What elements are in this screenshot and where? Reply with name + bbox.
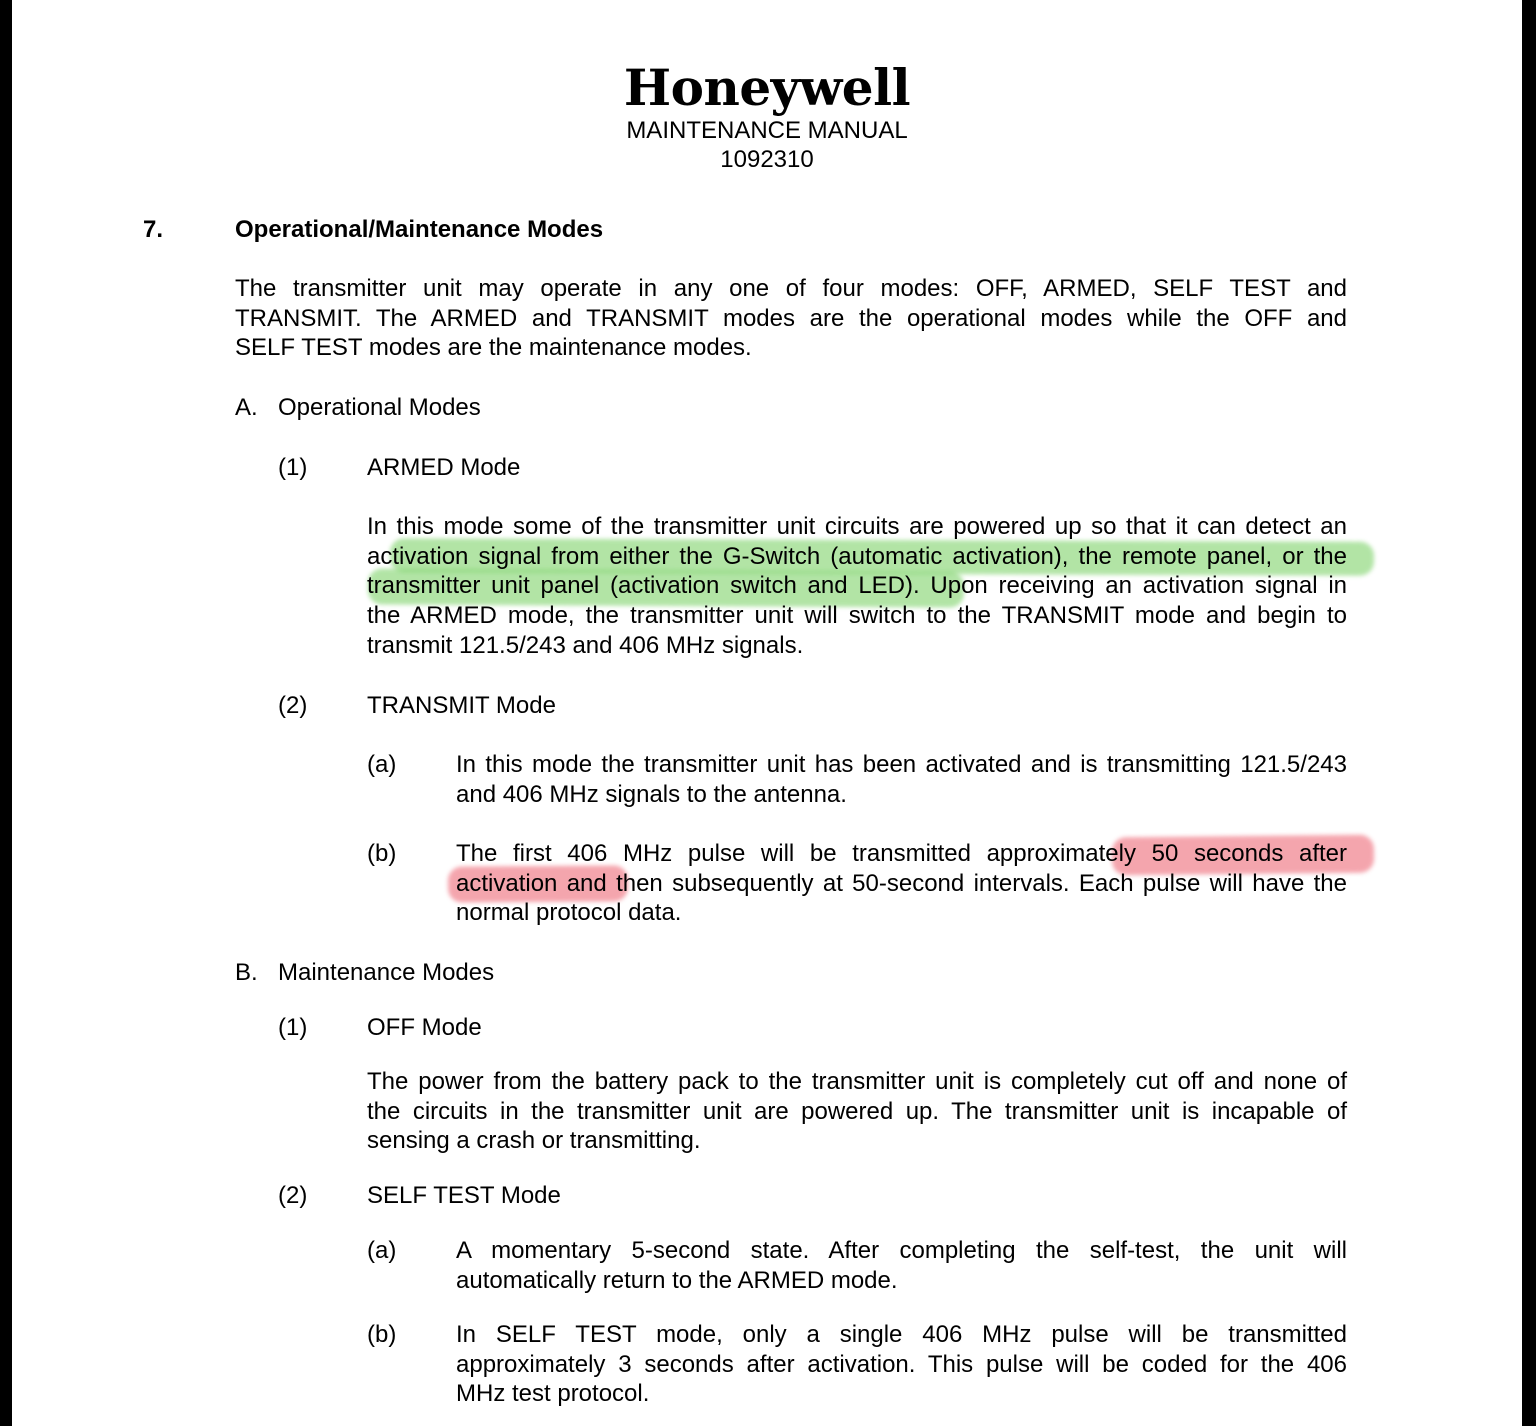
subsection-b-title: Maintenance Modes <box>278 959 495 986</box>
paragraph-line: The transmitter unit may operate in any one of four modes: OFF, ARMED, SELF TEST and <box>235 275 1347 302</box>
self-test-item-a-label: (a) <box>367 1237 397 1264</box>
subsection-a-label: A. <box>235 394 258 421</box>
paragraph-line: transmit 121.5/243 and 406 MHz signals. <box>367 631 804 659</box>
paragraph-line: SELF TEST modes are the maintenance modes. <box>235 334 752 362</box>
paragraph-line: activation signal from either the G-Switch (automatic activation), the remote panel, or the <box>367 542 1347 570</box>
paragraph-line: In SELF TEST mode, only a single 406 MHz pulse will be transmitted <box>456 1321 1347 1348</box>
self-test-item-b-label: (b) <box>367 1321 397 1348</box>
transmit-item-a-paragraph <box>456 750 1347 809</box>
armed-mode-title: ARMED Mode <box>367 454 521 481</box>
paragraph-line: sensing a crash or transmitting. <box>367 1127 701 1155</box>
transmit-mode-title: TRANSMIT Mode <box>367 692 556 719</box>
paragraph-line: In this mode the transmitter unit has been activated and is transmitting 121.5/243 <box>456 751 1347 778</box>
paragraph-line: normal protocol data. <box>456 899 682 927</box>
manual-number: 1092310 <box>720 146 814 173</box>
paragraph-line: In this mode some of the transmitter unit circuits are powered up so that it can detect an <box>367 513 1347 540</box>
transmit-item-b-paragraph <box>456 839 1347 928</box>
off-mode-paragraph <box>367 1067 1347 1156</box>
document-page <box>12 0 1522 1426</box>
paragraph-line: approximately 3 seconds after activation. This pulse will be coded for the 406 <box>456 1350 1347 1378</box>
paragraph-line: the circuits in the transmitter unit are powered up. The transmitter unit is incapable of <box>367 1097 1347 1125</box>
section-title: Operational/Maintenance Modes <box>235 216 604 243</box>
section-number: 7. <box>143 216 164 243</box>
paragraph-line: transmitter unit panel (activation switch and LED). Upon receiving an activation signal in <box>367 572 1347 600</box>
off-mode-title: OFF Mode <box>367 1014 482 1041</box>
self-test-item-b-paragraph <box>456 1320 1347 1409</box>
self-test-item-a-paragraph <box>456 1236 1347 1295</box>
subsection-a-title: Operational Modes <box>278 394 481 421</box>
paragraph-line: activation and then subsequently at 50-second intervals. Each pulse will have the <box>456 869 1347 897</box>
transmit-item-b-label: (b) <box>367 840 397 867</box>
paragraph-line: The first 406 MHz pulse will be transmitted approximately 50 seconds after <box>456 840 1347 867</box>
paragraph-line: the ARMED mode, the transmitter unit will switch to the TRANSMIT mode and begin to <box>367 602 1347 630</box>
honeywell-logo: Honeywell <box>623 58 911 117</box>
section-intro-paragraph <box>235 274 1347 363</box>
manual-title: MAINTENANCE MANUAL <box>626 117 908 144</box>
paragraph-line: MHz test protocol. <box>456 1380 650 1408</box>
paragraph-line: A momentary 5-second state. After completing the self-test, the unit will <box>456 1237 1347 1264</box>
self-test-mode-title: SELF TEST Mode <box>367 1182 561 1209</box>
paragraph-line: and 406 MHz signals to the antenna. <box>456 780 847 808</box>
transmit-mode-number: (2) <box>278 692 308 719</box>
armed-mode-number: (1) <box>278 454 308 481</box>
paragraph-line: The power from the battery pack to the transmitter unit is completely cut off and none of <box>367 1068 1347 1095</box>
off-mode-number: (1) <box>278 1014 308 1041</box>
self-test-mode-number: (2) <box>278 1182 308 1209</box>
armed-mode-paragraph <box>367 512 1347 660</box>
subsection-b-label: B. <box>235 959 258 986</box>
paragraph-line: TRANSMIT. The ARMED and TRANSMIT modes are the operational modes while the OFF and <box>235 304 1347 332</box>
transmit-item-a-label: (a) <box>367 751 397 778</box>
paragraph-line: automatically return to the ARMED mode. <box>456 1266 898 1294</box>
